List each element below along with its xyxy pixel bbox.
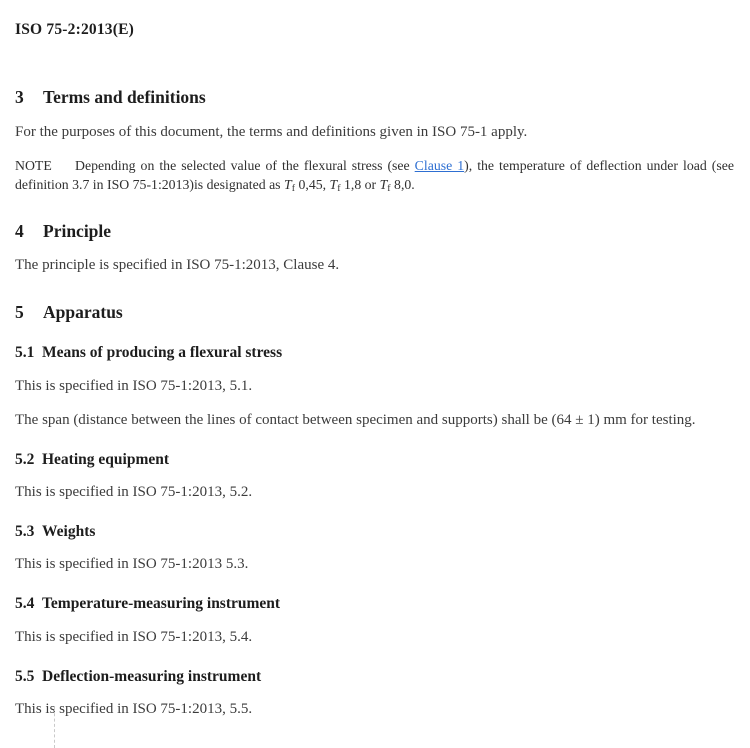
heading-number: 5.2 <box>15 450 35 468</box>
tf-subscript: f <box>387 183 391 195</box>
heading-title: Heating equipment <box>42 450 170 468</box>
heading-deflection-measuring-instrument <box>15 667 734 686</box>
tf-subscript: f <box>337 183 341 195</box>
heading-number: 4 <box>15 220 24 241</box>
subsection-paragraph: This is specified in ISO 75-1:2013, 5.4. <box>15 628 253 645</box>
heading-number: 5.5 <box>15 667 35 685</box>
tf-subscript: f <box>291 183 296 195</box>
heading-title: Temperature-measuring instrument <box>42 595 281 613</box>
running-header: ISO 75-2:2013(E) <box>15 21 135 38</box>
heading-title: Principle <box>43 220 112 241</box>
span-requirement-paragraph: The span (distance between the lines of contact between specimen and supports) shall be (64 ± 1) mm for testing. <box>15 411 696 428</box>
subsection-paragraph: This is specified in ISO 75-1:2013 5.3. <box>15 556 249 573</box>
heading-number: 5.3 <box>15 523 35 541</box>
tf-symbol: T <box>329 177 338 193</box>
heading-heating-equipment <box>15 450 734 469</box>
note-label: NOTE <box>15 157 52 173</box>
tf-symbol: T <box>379 177 388 193</box>
heading-means-of-producing-flexural-stress <box>15 343 734 362</box>
tf-value-3: 8,0. <box>390 177 415 193</box>
tf-value-2: 1,8 or <box>340 177 380 193</box>
heading-apparatus <box>15 302 734 324</box>
heading-number: 5.4 <box>15 595 35 613</box>
clause-1-link[interactable]: Clause 1 <box>414 157 465 173</box>
dotted-line-artifact <box>54 708 55 748</box>
principle-paragraph: The principle is specified in ISO 75-1:2013, Clause 4. <box>15 257 340 274</box>
heading-number: 3 <box>15 87 24 108</box>
note-text-after-link: ), the temperature of deflection under load (see definition 3.7 in ISO 75-1:2013)is designated as <box>15 157 734 193</box>
heading-title: Deflection-measuring instrument <box>42 667 262 685</box>
subsection-paragraph: This is specified in ISO 75-1:2013, 5.1. <box>15 377 253 394</box>
heading-title: Terms and definitions <box>43 87 206 108</box>
note-text-before-link: Depending on the selected value of the flexural stress (see <box>75 157 415 173</box>
note-paragraph <box>15 156 734 195</box>
heading-principle <box>15 221 734 243</box>
tf-symbol: T <box>284 177 292 193</box>
subsection-paragraph: This is specified in ISO 75-1:2013, 5.2. <box>15 484 253 501</box>
heading-title: Apparatus <box>43 302 123 323</box>
heading-temperature-measuring-instrument <box>15 594 734 613</box>
tf-value-1: 0,45, <box>295 177 330 193</box>
heading-number: 5 <box>15 302 24 323</box>
heading-title: Weights <box>42 523 96 541</box>
heading-title: Means of producing a flexural stress <box>42 344 283 362</box>
heading-weights <box>15 522 734 541</box>
subsection-paragraph: This is specified in ISO 75-1:2013, 5.5. <box>15 701 253 718</box>
heading-number: 5.1 <box>15 344 35 362</box>
heading-terms-and-definitions <box>15 87 734 109</box>
terms-intro-paragraph: For the purposes of this document, the terms and definitions given in ISO 75-1 apply. <box>15 123 528 140</box>
